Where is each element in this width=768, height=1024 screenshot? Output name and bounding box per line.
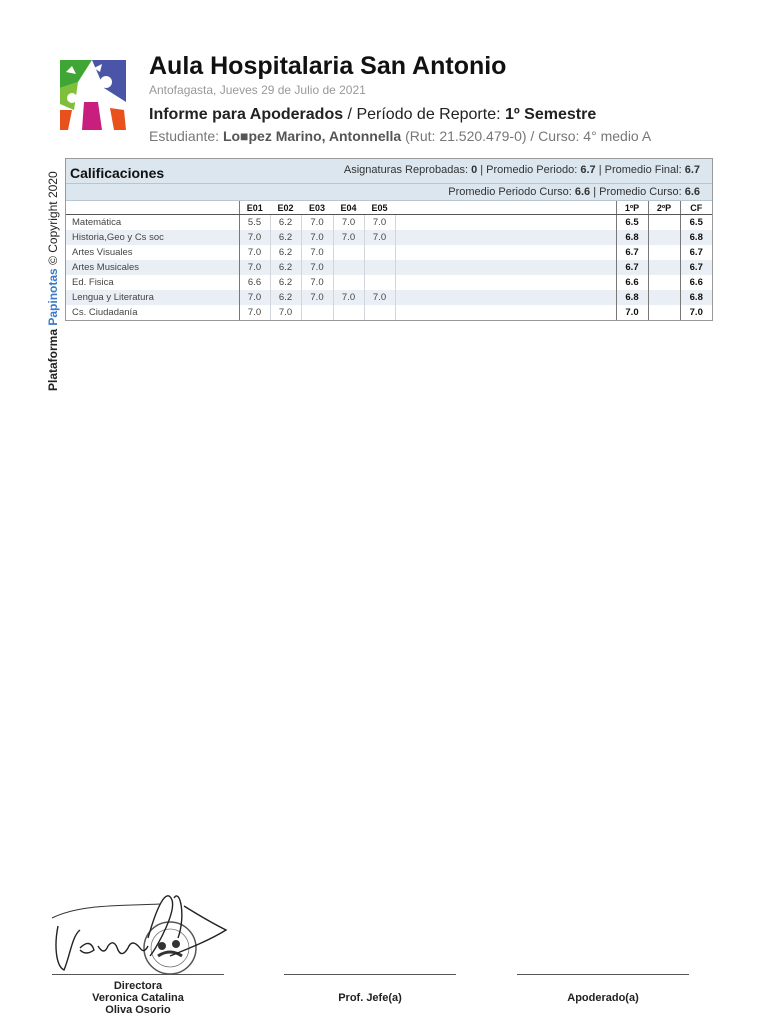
subject-cell: Artes Visuales [72,247,133,258]
period1-cell: 6.7 [616,260,648,275]
evaluation-cell: 7.0 [239,290,270,305]
evaluation-cell: 6.6 [239,275,270,290]
period-avg: 6.7 [580,164,596,176]
evaluation-cell [333,260,364,275]
course-summary-bar [66,184,712,201]
evaluation-cell [364,305,395,320]
final-avg: 6.7 [684,164,700,176]
final-grade-cell: 6.8 [680,290,712,305]
grades-title: Calificaciones [70,165,165,181]
grades-panel [65,158,713,321]
grade-row [66,290,712,305]
student-name: Lo■pez Marino, Antonnella [222,128,402,144]
subject-column-header [66,201,239,215]
column-header: 1ºP [616,201,648,215]
evaluation-cell: 7.0 [239,260,270,275]
evaluation-cell: 7.0 [333,230,364,245]
evaluation-cell: 7.0 [239,305,270,320]
student-details: (Rut: 21.520.479-0) / Curso: 4° medio A [401,128,652,144]
column-header: 2ºP [648,201,680,215]
teacher-signature-label: Prof. Jefe(a) [338,992,402,1004]
report-title: Informe para Apoderados [149,106,344,123]
final-grade-cell: 6.5 [680,215,712,231]
period2-cell [648,305,680,320]
final-grade-cell: 6.6 [680,275,712,290]
evaluation-cell: 6.2 [270,290,301,305]
subject-cell: Lengua y Literatura [66,290,239,305]
evaluation-cell: 7.0 [364,290,395,305]
evaluation-cell [364,245,395,260]
evaluation-cell: 6.2 [270,260,301,275]
platform-label: Plataforma [46,328,60,391]
evaluation-cell: 7.0 [333,215,364,231]
director-signature-label [52,980,224,1016]
evaluation-cell: 7.0 [270,305,301,320]
student-prefix: Estudiante: [149,128,223,144]
final-grade-cell: 6.7 [680,260,712,275]
course-avg-label: | Promedio Curso: [590,186,685,198]
evaluation-cell [364,275,395,290]
period2-cell [648,275,680,290]
period1-cell: 6.8 [616,290,648,305]
evaluation-cell [333,275,364,290]
evaluation-cell: 7.0 [301,275,333,290]
failed-count: 0 [471,164,478,176]
grade-row [66,305,712,320]
evaluation-cell: 6.2 [270,230,301,245]
copyright-text: © Copyright 2020 [46,171,60,265]
director-name-line2: Oliva Osorio [105,1004,171,1016]
evaluation-cell: 6.2 [270,215,301,231]
evaluation-cell: 7.0 [364,230,395,245]
date-line: Antofagasta, Jueves 29 de Julio de 2021 [149,83,366,97]
failed-label: Asignaturas Reprobadas: [343,164,472,176]
spacer-cell [395,305,616,320]
final-avg-label: | Promedio Final: [595,164,685,176]
subject-cell: Artes Musicales [66,260,239,275]
period2-cell [648,215,680,231]
evaluation-cell: 6.2 [270,275,301,290]
grade-row [66,245,712,260]
column-header: E05 [364,201,395,215]
grades-column-header [66,201,712,215]
evaluation-cell: 5.5 [239,215,270,231]
course-avg: 6.6 [684,186,700,198]
grades-table [66,201,712,320]
evaluation-cell: 6.2 [270,245,301,260]
subject-cell: Ed. Fisica [72,277,114,288]
guardian-signature-label: Apoderado(a) [567,992,639,1004]
director-signature [50,886,240,982]
column-header: CF [680,201,712,215]
course-period-avg: 6.6 [574,186,591,198]
school-logo [58,58,128,130]
period1-cell: 6.5 [616,215,648,231]
subject-cell: Matemática [72,217,122,228]
report-separator: / Período de Reporte: [343,106,505,123]
evaluation-cell: 7.0 [239,245,270,260]
column-header: E01 [239,201,270,215]
director-name-line1: Veronica Catalina [92,992,184,1004]
course-summary [448,186,700,198]
director-title: Directora [113,980,163,992]
course-period-avg-label: Promedio Periodo Curso: [448,186,575,198]
spacer-cell [395,215,616,231]
grade-row [66,275,712,290]
platform-watermark [46,171,60,391]
grades-header [66,159,712,184]
final-grade-cell: 6.7 [680,245,712,260]
grade-row [66,230,712,245]
column-header: E04 [333,201,364,215]
period1-cell: 6.7 [616,245,648,260]
period1-cell: 6.6 [616,275,648,290]
column-header: E02 [270,201,301,215]
director-signature-line [52,974,224,975]
guardian-signature-line [517,974,689,975]
evaluation-cell [364,260,395,275]
final-grade-cell: 6.8 [680,230,712,245]
period-avg-label: | Promedio Periodo: [477,164,581,176]
spacer-cell [395,260,616,275]
report-period: 1º Semestre [504,106,597,123]
period2-cell [648,245,680,260]
evaluation-cell: 7.0 [301,260,333,275]
spacer-column-header [395,201,616,215]
spacer-cell [395,230,616,245]
evaluation-cell: 7.0 [301,290,333,305]
evaluation-cell [301,305,333,320]
report-line [149,106,596,124]
spacer-cell [395,290,616,305]
spacer-cell [395,245,616,260]
evaluation-cell [333,305,364,320]
evaluation-cell: 7.0 [364,215,395,231]
evaluation-cell: 7.0 [239,230,270,245]
school-name: Aula Hospitalaria San Antonio [149,52,507,80]
final-grade-cell: 7.0 [680,305,712,320]
student-line [149,128,651,144]
period1-cell: 7.0 [616,305,648,320]
platform-brand: Papinotas [46,268,60,326]
grades-summary [344,164,700,176]
period1-cell: 6.8 [616,230,648,245]
evaluation-cell: 7.0 [301,215,333,231]
grades-body [66,215,712,321]
spacer-cell [395,275,616,290]
subject-cell: Historia,Geo y Cs soc [66,230,239,245]
period2-cell [648,230,680,245]
evaluation-cell: 7.0 [301,230,333,245]
subject-cell: Cs. Ciudadanía [72,307,138,318]
evaluation-cell: 7.0 [301,245,333,260]
evaluation-cell [333,245,364,260]
grade-row [66,260,712,275]
period2-cell [648,290,680,305]
evaluation-cell: 7.0 [333,290,364,305]
grade-row [66,215,712,231]
period2-cell [648,260,680,275]
teacher-signature-line [284,974,456,975]
column-header: E03 [301,201,333,215]
